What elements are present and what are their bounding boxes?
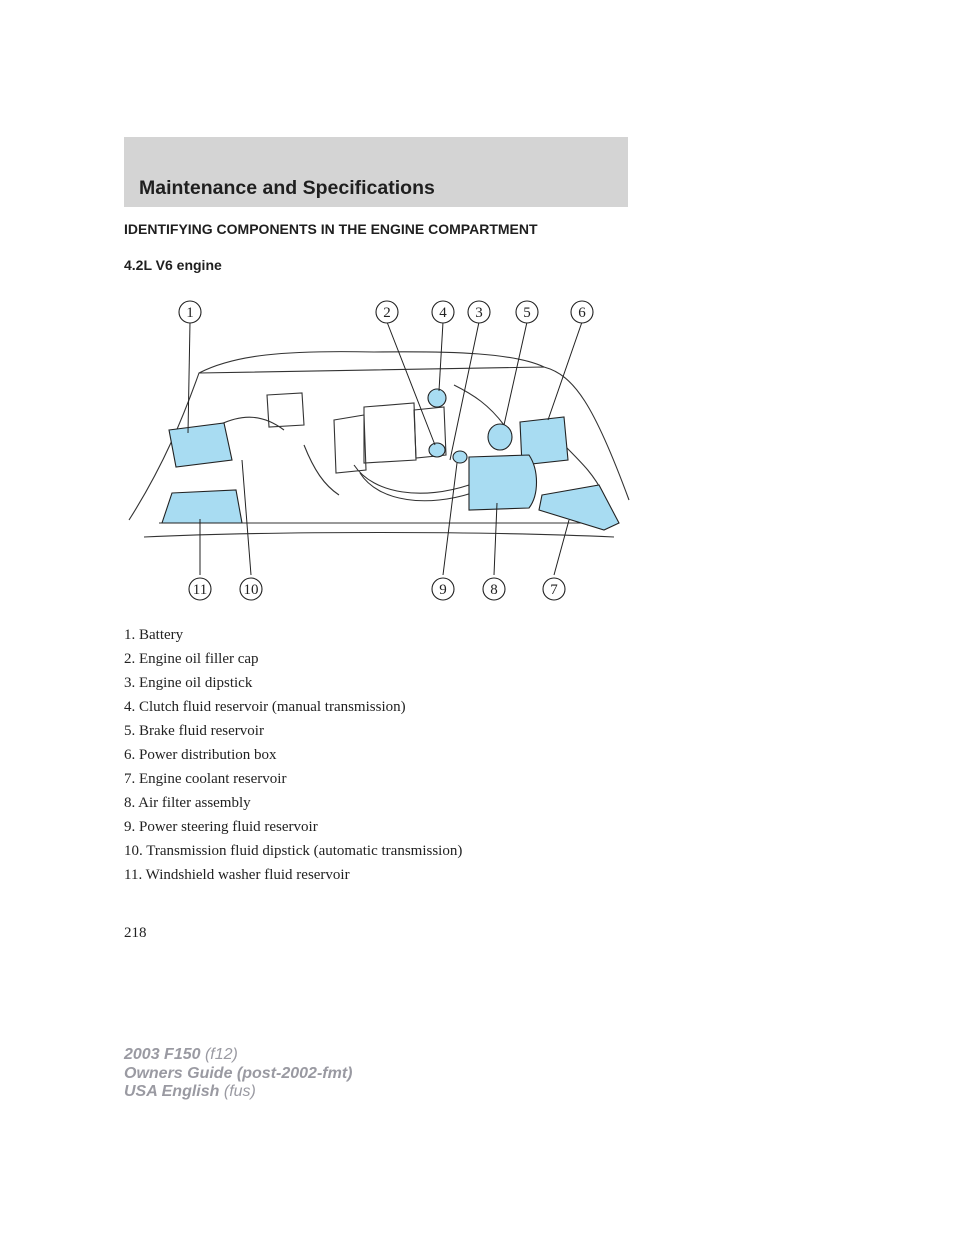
oil-filler-cap-shape [429, 443, 445, 457]
page-heading: IDENTIFYING COMPONENTS IN THE ENGINE COMPARTMENT [124, 221, 538, 237]
footer-line-1 [124, 1046, 352, 1065]
component-legend [124, 625, 462, 889]
footer-model: 2003 F150 [124, 1046, 201, 1063]
footer-line-2 [124, 1065, 352, 1084]
legend-item: 9. Power steering fluid reservoir [124, 819, 318, 835]
legend-item: 4. Clutch fluid reservoir (manual transmission) [124, 699, 406, 715]
engine-compartment-diagram [124, 295, 630, 607]
callout-label: 1 [186, 305, 194, 321]
page-number: 218 [124, 925, 147, 941]
footer-line-3 [124, 1083, 352, 1102]
clutch-fluid-reservoir-shape [428, 389, 446, 407]
air-filter-assembly-shape [469, 455, 537, 510]
footer-model-code: (f12) [200, 1046, 238, 1063]
callout-label: 3 [475, 305, 483, 321]
footer-language: USA English [124, 1083, 220, 1100]
component-highlights [162, 389, 619, 530]
footer-language-code: (fus) [219, 1083, 256, 1100]
callout-label: 8 [490, 582, 498, 598]
legend-item: 7. Engine coolant reservoir [124, 771, 287, 787]
battery-shape [169, 423, 232, 467]
legend-item: 6. Power distribution box [124, 747, 277, 763]
power-steering-reservoir-shape [453, 451, 467, 463]
callout-label: 5 [523, 305, 531, 321]
callout-label: 7 [550, 582, 558, 598]
callout-label: 11 [192, 582, 208, 598]
legend-item: 10. Transmission fluid dipstick (automatic transmission) [124, 843, 463, 859]
legend-item: 8. Air filter assembly [124, 795, 251, 811]
callout-label: 9 [439, 582, 447, 598]
brake-fluid-reservoir-shape [488, 424, 512, 450]
washer-fluid-reservoir-shape [162, 490, 242, 523]
legend-item: 2. Engine oil filler cap [124, 651, 259, 667]
callout-label: 6 [578, 305, 586, 321]
legend-item: 3. Engine oil dipstick [124, 675, 253, 691]
legend-item: 1. Battery [124, 627, 184, 643]
footer-guide: Owners Guide (post-2002-fmt) [124, 1064, 353, 1082]
legend-item: 5. Brake fluid reservoir [124, 723, 264, 739]
callout-label: 4 [439, 305, 447, 321]
section-title: Maintenance and Specifications [139, 177, 435, 199]
document-footer [124, 1046, 352, 1102]
callout-label: 2 [383, 305, 391, 321]
callout-label: 10 [243, 582, 259, 598]
legend-item: 11. Windshield washer fluid reservoir [124, 867, 350, 883]
page-subheading: 4.2L V6 engine [124, 257, 222, 273]
